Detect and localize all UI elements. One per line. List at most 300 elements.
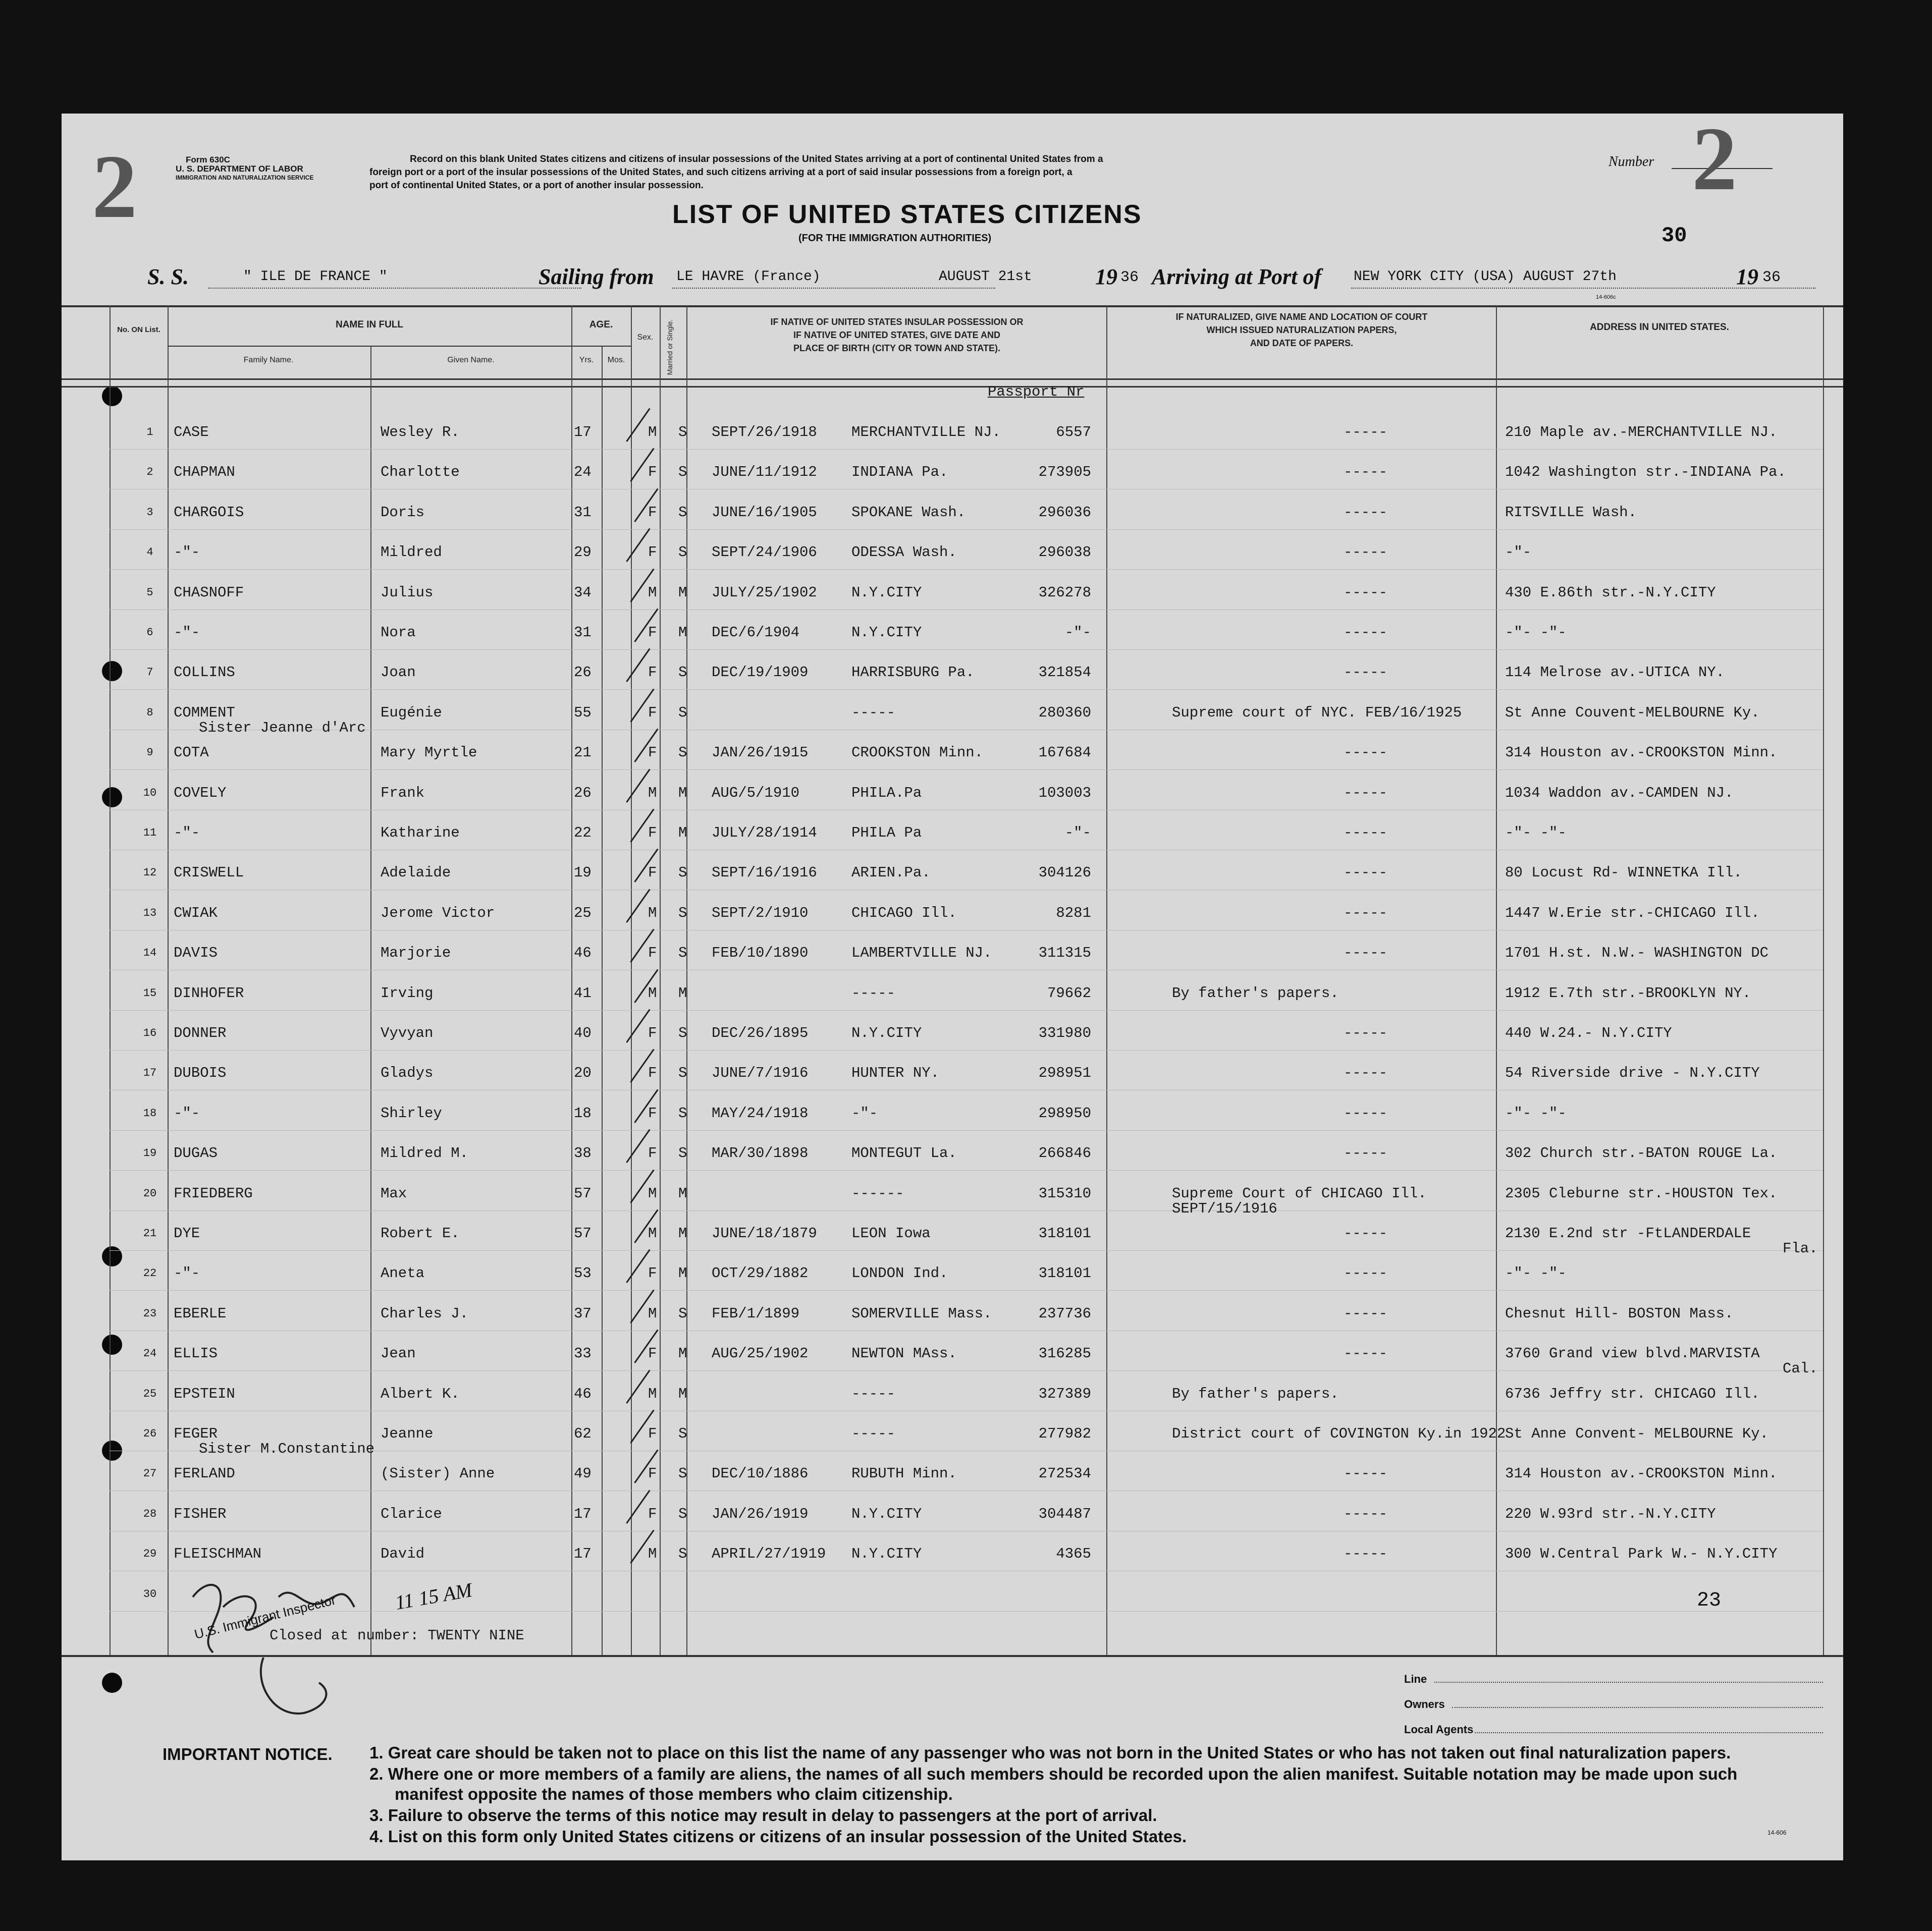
col-divider [571, 305, 572, 1655]
cell-family-name: FRIEDBERG [174, 1185, 253, 1202]
cell-birth-date: FEB/1/1899 [712, 1305, 800, 1322]
cell-birth-place: ------ [851, 1185, 904, 1202]
cell-sex: M [648, 1546, 657, 1563]
inspector-label: U.S. Immigrant Inspector [193, 1592, 338, 1642]
col-divider [1496, 305, 1497, 1655]
cell-birth-date: JUNE/7/1916 [712, 1065, 809, 1082]
cell-given-name: Shirley [381, 1105, 442, 1122]
cell-address: St Anne Couvent-MELBOURNE Ky. [1505, 704, 1760, 721]
number-label: Number [1608, 154, 1654, 170]
cell-birth-date: SEPT/16/1916 [712, 864, 817, 881]
punch-hole [102, 1335, 122, 1355]
cell-sex: M [648, 1185, 657, 1202]
cell-family-name: FERLAND [174, 1465, 235, 1482]
cell-marital-status: S [678, 1546, 687, 1563]
row-rule [110, 1130, 1823, 1131]
cell-passport-number: 331980 [1038, 1025, 1091, 1041]
cell-sex: F [648, 1505, 657, 1522]
cell-family-name: COTA [174, 744, 209, 761]
cell-row-number: 4 [146, 546, 153, 559]
cell-sex: M [648, 1225, 657, 1242]
cell-passport-number: 296036 [1038, 504, 1091, 521]
cell-family-name: DONNER [174, 1025, 227, 1041]
cell-family-name: DYE [174, 1225, 200, 1242]
arrive-year: 36 [1762, 269, 1781, 286]
row-rule [110, 1210, 1823, 1211]
cell-row-number: 16 [143, 1027, 157, 1039]
cell-given-name: Marjorie [381, 945, 451, 962]
cell-marital-status: S [678, 1105, 687, 1122]
cell-address: 300 W.Central Park W.- N.Y.CITY [1505, 1546, 1778, 1563]
row-rule [110, 1010, 1823, 1011]
check-tick [626, 1489, 650, 1523]
cell-family-name: -"- [174, 1105, 200, 1122]
cell-address: 430 E.86th str.-N.Y.CITY [1505, 584, 1716, 601]
cell-birth-place: CROOKSTON Minn. [851, 744, 984, 761]
cell-address: 1447 W.Erie str.-CHICAGO Ill. [1505, 904, 1760, 921]
cell-address: 54 Riverside drive - N.Y.CITY [1505, 1065, 1760, 1082]
cell-age-years: 20 [574, 1065, 592, 1082]
cell-passport-number: -"- [1064, 824, 1091, 841]
row-rule [110, 569, 1823, 570]
cell-passport-number: 304126 [1038, 864, 1091, 881]
cell-address: -"- -"- [1505, 624, 1567, 641]
cell-naturalization: ----- [1344, 1025, 1388, 1041]
cell-passport-number: -"- [1064, 624, 1091, 641]
cell-family-name: DINHOFER [174, 984, 244, 1002]
cell-birth-date: SEPT/24/1906 [712, 544, 817, 561]
cell-sex: M [648, 904, 657, 921]
cell-passport-number: 237736 [1038, 1305, 1091, 1322]
cell-passport-number: 167684 [1038, 744, 1091, 761]
cell-family-name: -"- [174, 544, 200, 561]
ss-label: S. S. [147, 264, 189, 289]
row-rule [110, 769, 1823, 770]
cell-age-years: 17 [574, 1505, 592, 1522]
cell-sex: F [648, 504, 657, 521]
cell-birth-date: DEC/6/1904 [712, 624, 800, 641]
cell-family-name: -"- [174, 1265, 200, 1282]
cell-sex: F [648, 1025, 657, 1041]
cell-birth-date: JUNE/16/1905 [712, 504, 817, 521]
cell-given-name: Irving [381, 984, 434, 1002]
cell-age-years: 18 [574, 1105, 592, 1122]
cell-address: 1912 E.7th str.-BROOKLYN NY. [1505, 984, 1751, 1002]
cell-row-number: 14 [143, 947, 157, 960]
cell-marital-status: S [678, 1465, 687, 1482]
cell-age-years: 26 [574, 664, 592, 681]
cell-marital-status: M [678, 1265, 687, 1282]
cell-marital-status: S [678, 1505, 687, 1522]
time-note: 11 15 AM [393, 1578, 474, 1615]
cell-family-name: COLLINS [174, 664, 235, 681]
cell-sex: F [648, 1265, 657, 1282]
cell-age-years: 38 [574, 1145, 592, 1162]
row-rule [110, 529, 1823, 530]
cell-given-name: Eugénie [381, 704, 442, 721]
cell-age-years: 55 [574, 704, 592, 721]
table-top-rule [62, 305, 1843, 307]
cell-naturalization: ----- [1344, 945, 1388, 962]
form-code: 14-606 [1767, 1829, 1787, 1836]
cell-marital-status: S [678, 945, 687, 962]
cell-row-number: 3 [146, 506, 153, 519]
cell-religious-name: Sister M.Constantine [199, 1441, 375, 1457]
closed-at-number: Closed at number: TWENTY NINE [270, 1627, 524, 1644]
col-birth-line: IF NATIVE OF UNITED STATES, GIVE DATE AND [793, 330, 1000, 340]
cell-address: 2130 E.2nd str -FtLANDERDALE [1505, 1225, 1751, 1242]
notice-2b: manifest opposite the names of those members who claim citizenship. [395, 1785, 953, 1803]
cell-marital-status: S [678, 464, 687, 481]
cell-row-number: 15 [143, 986, 157, 1000]
cell-address: 440 W.24.- N.Y.CITY [1505, 1025, 1672, 1041]
cell-naturalization: ----- [1344, 1145, 1388, 1162]
manifest-page [62, 108, 1843, 1860]
cell-birth-place: LAMBERTVILLE NJ. [851, 945, 992, 962]
cell-birth-place: N.Y.CITY [851, 1025, 922, 1041]
cell-birth-date: DEC/26/1895 [712, 1025, 809, 1041]
punch-hole [102, 787, 122, 807]
col-naturalization-line: AND DATE OF PAPERS. [1250, 338, 1354, 348]
cell-row-number: 13 [143, 906, 157, 919]
cell-given-name: Robert E. [381, 1225, 460, 1242]
cell-passport-number: 277982 [1038, 1425, 1091, 1442]
cell-age-years: 22 [574, 824, 592, 841]
cell-row-number: 26 [143, 1427, 157, 1440]
cell-sex: F [648, 1065, 657, 1082]
cell-sex: F [648, 945, 657, 962]
cell-passport-number: 6557 [1056, 424, 1091, 440]
instructions-line: Record on this blank United States citizens and citizens of insular possessions of the United States arriving at a port of continental United States from a [410, 154, 1103, 164]
cell-row-number: 19 [143, 1147, 157, 1160]
col-divider [1106, 305, 1107, 1655]
cell-passport-number: 280360 [1038, 704, 1091, 721]
cell-age-years: 62 [574, 1425, 592, 1442]
col-divider [631, 305, 632, 1655]
cell-family-name: DUGAS [174, 1145, 218, 1162]
cell-sex: F [648, 1105, 657, 1122]
cell-row-number: 24 [143, 1347, 157, 1360]
col-divider [1823, 305, 1824, 1655]
cell-given-name: Mildred M. [381, 1145, 469, 1162]
page-subtitle: (FOR THE IMMIGRATION AUTHORITIES) [798, 233, 992, 244]
instructions-line: foreign port or a port of the insular possessions of the United States, and such citizens arriving at a port of said insular possessions from a foreign port, a [369, 167, 1072, 178]
cell-naturalization: ----- [1344, 1265, 1388, 1282]
sail-date: AUGUST 21st [939, 269, 1032, 285]
cell-family-name: CWIAK [174, 904, 218, 921]
cell-given-name: Mildred [381, 544, 442, 561]
cell-row-number: 22 [143, 1267, 157, 1280]
instructions-line: port of continental United States, or a port of another insular possession. [369, 180, 704, 191]
col-married-single: Married or Single. [666, 319, 674, 375]
cell-family-name: EBERLE [174, 1305, 227, 1322]
col-divider [660, 305, 661, 1655]
cell-given-name: Charles J. [381, 1305, 469, 1322]
cell-row-number: 2 [146, 466, 153, 479]
cell-birth-place: ----- [851, 984, 896, 1002]
cell-marital-status: S [678, 904, 687, 921]
cell-sex: M [648, 1385, 657, 1402]
cell-birth-date: SEPT/2/1910 [712, 904, 809, 921]
notice-4: 4. List on this form only United States citizens or citizens of an insular possession of the United States. [369, 1827, 1187, 1846]
cell-passport-number: 272534 [1038, 1465, 1091, 1482]
cell-birth-place: ARIEN.Pa. [851, 864, 931, 881]
cell-row-number: 10 [143, 786, 157, 799]
cell-address-state: Cal. [1783, 1360, 1818, 1377]
punch-hole [102, 1673, 122, 1693]
cell-birth-date: JULY/25/1902 [712, 584, 817, 601]
cell-age-years: 26 [574, 784, 592, 801]
cell-given-name: Vyvyan [381, 1025, 434, 1041]
cell-birth-place: SOMERVILLE Mass. [851, 1305, 992, 1322]
agents-label: Local Agents [1404, 1723, 1474, 1736]
cell-family-name: FEGER [174, 1425, 218, 1442]
cell-age-years: 57 [574, 1185, 592, 1202]
cell-sex: M [648, 784, 657, 801]
cell-address: Chesnut Hill- BOSTON Mass. [1505, 1305, 1734, 1322]
cell-passport-number: 298950 [1038, 1105, 1091, 1122]
cell-given-name: Katharine [381, 824, 460, 841]
notice-3: 3. Failure to observe the terms of this notice may result in delay to passengers at the port of arrival. [369, 1806, 1157, 1825]
col-divider [168, 305, 169, 1655]
cell-age-years: 49 [574, 1465, 592, 1482]
service: IMMIGRATION AND NATURALIZATION SERVICE [176, 174, 314, 181]
cell-address: St Anne Convent- MELBOURNE Ky. [1505, 1425, 1769, 1442]
check-tick [626, 648, 650, 682]
row-rule [110, 1290, 1823, 1291]
cell-naturalization: ----- [1344, 1065, 1388, 1082]
row-rule [110, 1250, 1823, 1251]
check-tick [626, 408, 650, 442]
cell-sex: F [648, 1425, 657, 1442]
cell-birth-place: ----- [851, 1425, 896, 1442]
cell-given-name: Mary Myrtle [381, 744, 477, 761]
punch-hole [102, 1246, 122, 1266]
cell-naturalization: ----- [1344, 584, 1388, 601]
cell-age-years: 29 [574, 544, 592, 561]
cell-sex: F [648, 464, 657, 481]
cell-age-years: 24 [574, 464, 592, 481]
cell-birth-place: ODESSA Wash. [851, 544, 957, 561]
col-mos: Mos. [607, 356, 625, 364]
cell-row-number: 9 [146, 746, 153, 759]
cell-marital-status: S [678, 424, 687, 440]
cell-address-state: Fla. [1783, 1240, 1818, 1257]
owners-underline [1452, 1707, 1823, 1708]
cell-given-name: Jean [381, 1345, 416, 1362]
col-birth [687, 315, 1106, 355]
sailing-label: Sailing from [539, 264, 654, 289]
notice-1: 1. Great care should be taken not to place on this list the name of any passenger who was not born in the United States or who has not taken out final naturalization papers. [369, 1743, 1731, 1762]
cell-age-years: 57 [574, 1225, 592, 1242]
department: U. S. DEPARTMENT OF LABOR [176, 164, 303, 174]
cell-age-years: 46 [574, 1385, 592, 1402]
cell-birth-date: DEC/10/1886 [712, 1465, 809, 1482]
owners-label: Owners [1404, 1698, 1445, 1711]
cell-birth-place: LEON Iowa [851, 1225, 931, 1242]
ship-name: " ILE DE FRANCE " [243, 269, 388, 285]
col-no: No. ON List. [117, 325, 160, 334]
cell-family-name: FLEISCHMAN [174, 1546, 262, 1563]
cell-birth-place: N.Y.CITY [851, 584, 922, 601]
cell-family-name: DUBOIS [174, 1065, 227, 1082]
sail-year: 36 [1120, 269, 1139, 286]
cell-given-name: (Sister) Anne [381, 1465, 495, 1482]
cell-marital-status: M [678, 784, 687, 801]
sail-year-prefix: 19 [1095, 264, 1117, 289]
cell-naturalization: ----- [1344, 464, 1388, 481]
cell-passport-number: 273905 [1038, 464, 1091, 481]
col-divider [370, 346, 371, 1655]
cell-age-years: 31 [574, 504, 592, 521]
cell-given-name: Aneta [381, 1265, 425, 1282]
cell-address: 220 W.93rd str.-N.Y.CITY [1505, 1505, 1716, 1522]
cell-naturalization: ----- [1344, 1465, 1388, 1482]
cell-marital-status: M [678, 1345, 687, 1362]
cell-address: 2305 Cleburne str.-HOUSTON Tex. [1505, 1185, 1778, 1202]
cell-given-name: Jeanne [381, 1425, 434, 1442]
cell-sex: F [648, 744, 657, 761]
punch-hole [102, 661, 122, 681]
cell-row-number: 21 [143, 1227, 157, 1240]
cell-family-name: CHAPMAN [174, 464, 235, 481]
page-title: LIST OF UNITED STATES CITIZENS [672, 200, 1142, 229]
cell-row-number: 25 [143, 1387, 157, 1400]
col-name-in-full: NAME IN FULL [335, 319, 404, 330]
cell-row-number: 18 [143, 1107, 157, 1120]
port-from-underline [672, 288, 995, 289]
cell-sex: F [648, 544, 657, 561]
cell-address: 314 Houston av.-CROOKSTON Minn. [1505, 1465, 1778, 1482]
cell-family-name: -"- [174, 824, 200, 841]
cell-birth-date: DEC/19/1909 [712, 664, 809, 681]
cell-birth-place: MERCHANTVILLE NJ. [851, 424, 1001, 440]
cell-address: -"- -"- [1505, 1265, 1567, 1282]
cell-birth-place: SPOKANE Wash. [851, 504, 966, 521]
cell-given-name: Frank [381, 784, 425, 801]
cell-given-name: Julius [381, 584, 434, 601]
check-tick [626, 528, 650, 562]
cell-marital-status: S [678, 504, 687, 521]
cell-naturalization: District court of COVINGTON Ky.in 1922 [1172, 1425, 1506, 1442]
cell-age-years: 17 [574, 1546, 592, 1563]
cell-given-name: Joan [381, 664, 416, 681]
cell-row-number: 5 [146, 586, 153, 599]
cell-given-name: Wesley R. [381, 424, 460, 440]
cell-naturalization: By father's papers. [1172, 1385, 1339, 1402]
cell-address: -"- -"- [1505, 1105, 1567, 1122]
cell-naturalization: ----- [1344, 1345, 1388, 1362]
cell-naturalization: ----- [1344, 544, 1388, 561]
cell-birth-place: PHILA Pa [851, 824, 922, 841]
cell-passport-number: 311315 [1038, 945, 1091, 962]
cell-birth-date: JAN/26/1919 [712, 1505, 809, 1522]
entry-count: 23 [1697, 1589, 1722, 1612]
row-rule [110, 1370, 1823, 1371]
cell-birth-place: MONTEGUT La. [851, 1145, 957, 1162]
cell-marital-status: S [678, 1305, 687, 1322]
cell-naturalization: ----- [1344, 664, 1388, 681]
cell-passport-number: 318101 [1038, 1225, 1091, 1242]
col-given-name: Given Name. [447, 356, 495, 364]
line-underline [1434, 1682, 1823, 1683]
cell-address: RITSVILLE Wash. [1505, 504, 1637, 521]
cell-naturalization: ----- [1344, 744, 1388, 761]
cell-passport-number: 327389 [1038, 1385, 1091, 1402]
cell-address: 1042 Washington str.-INDIANA Pa. [1505, 464, 1786, 481]
cell-marital-status: S [678, 1025, 687, 1041]
cell-marital-status: S [678, 544, 687, 561]
row-rule [110, 1170, 1823, 1171]
instructions [369, 153, 1596, 192]
cell-row-number: 27 [143, 1467, 157, 1480]
cell-passport-number: 8281 [1056, 904, 1091, 921]
cell-sex: F [648, 1145, 657, 1162]
cell-address: 1034 Waddon av.-CAMDEN NJ. [1505, 784, 1734, 801]
arrive-year-prefix: 19 [1736, 264, 1758, 289]
cell-birth-place: LONDON Ind. [851, 1265, 948, 1282]
number-value: 2 [1692, 108, 1737, 209]
col-divider [110, 305, 111, 1655]
col-naturalization-line: IF NATURALIZED, GIVE NAME AND LOCATION OF COURT [1175, 312, 1428, 322]
cell-birth-place: N.Y.CITY [851, 1546, 922, 1563]
cell-age-years: 40 [574, 1025, 592, 1041]
cell-given-name: Gladys [381, 1065, 434, 1082]
cell-marital-status: M [678, 584, 687, 601]
cell-naturalization-date: SEPT/15/1916 [1172, 1200, 1277, 1217]
cell-row-number: 28 [143, 1507, 157, 1520]
cell-birth-date: MAY/24/1918 [712, 1105, 809, 1122]
cell-birth-place: HUNTER NY. [851, 1065, 940, 1082]
cell-row-number: 20 [143, 1187, 157, 1200]
ship-underline [208, 288, 581, 289]
cell-row-number: 23 [143, 1307, 157, 1320]
cell-age-years: 25 [574, 904, 592, 921]
row-rule [110, 689, 1823, 690]
cell-given-name: Max [381, 1185, 407, 1202]
cell-family-name: EPSTEIN [174, 1385, 235, 1402]
col-address: ADDRESS IN UNITED STATES. [1590, 322, 1729, 333]
cell-naturalization: ----- [1344, 824, 1388, 841]
cell-passport-number: 296038 [1038, 544, 1091, 561]
cell-birth-place: CHICAGO Ill. [851, 904, 957, 921]
cell-sex: F [648, 624, 657, 641]
cell-birth-date: JUNE/18/1879 [712, 1225, 817, 1242]
cell-age-years: 33 [574, 1345, 592, 1362]
cell-birth-date: FEB/10/1890 [712, 945, 809, 962]
row-rule [110, 649, 1823, 650]
cell-sex: F [648, 864, 657, 881]
cell-naturalization: By father's papers. [1172, 984, 1339, 1002]
col-yrs: Yrs. [579, 356, 594, 364]
cell-birth-place: ----- [851, 1385, 896, 1402]
cell-birth-place: ----- [851, 704, 896, 721]
cell-family-name: COMMENT [174, 704, 235, 721]
cell-birth-place: INDIANA Pa. [851, 464, 948, 481]
cell-sex: F [648, 1465, 657, 1482]
table-header-rule [62, 378, 1843, 380]
cell-row-number: 30 [143, 1587, 157, 1601]
cell-naturalization: ----- [1344, 624, 1388, 641]
arriving-label: Arriving at Port of [1152, 264, 1322, 289]
cell-naturalization: ----- [1344, 1505, 1388, 1522]
header-subrule [168, 346, 631, 347]
cell-naturalization: ----- [1344, 424, 1388, 440]
cell-family-name: COVELY [174, 784, 227, 801]
cell-birth-place: RUBUTH Minn. [851, 1465, 957, 1482]
cell-row-number: 29 [143, 1548, 157, 1561]
cell-marital-status: S [678, 1425, 687, 1442]
